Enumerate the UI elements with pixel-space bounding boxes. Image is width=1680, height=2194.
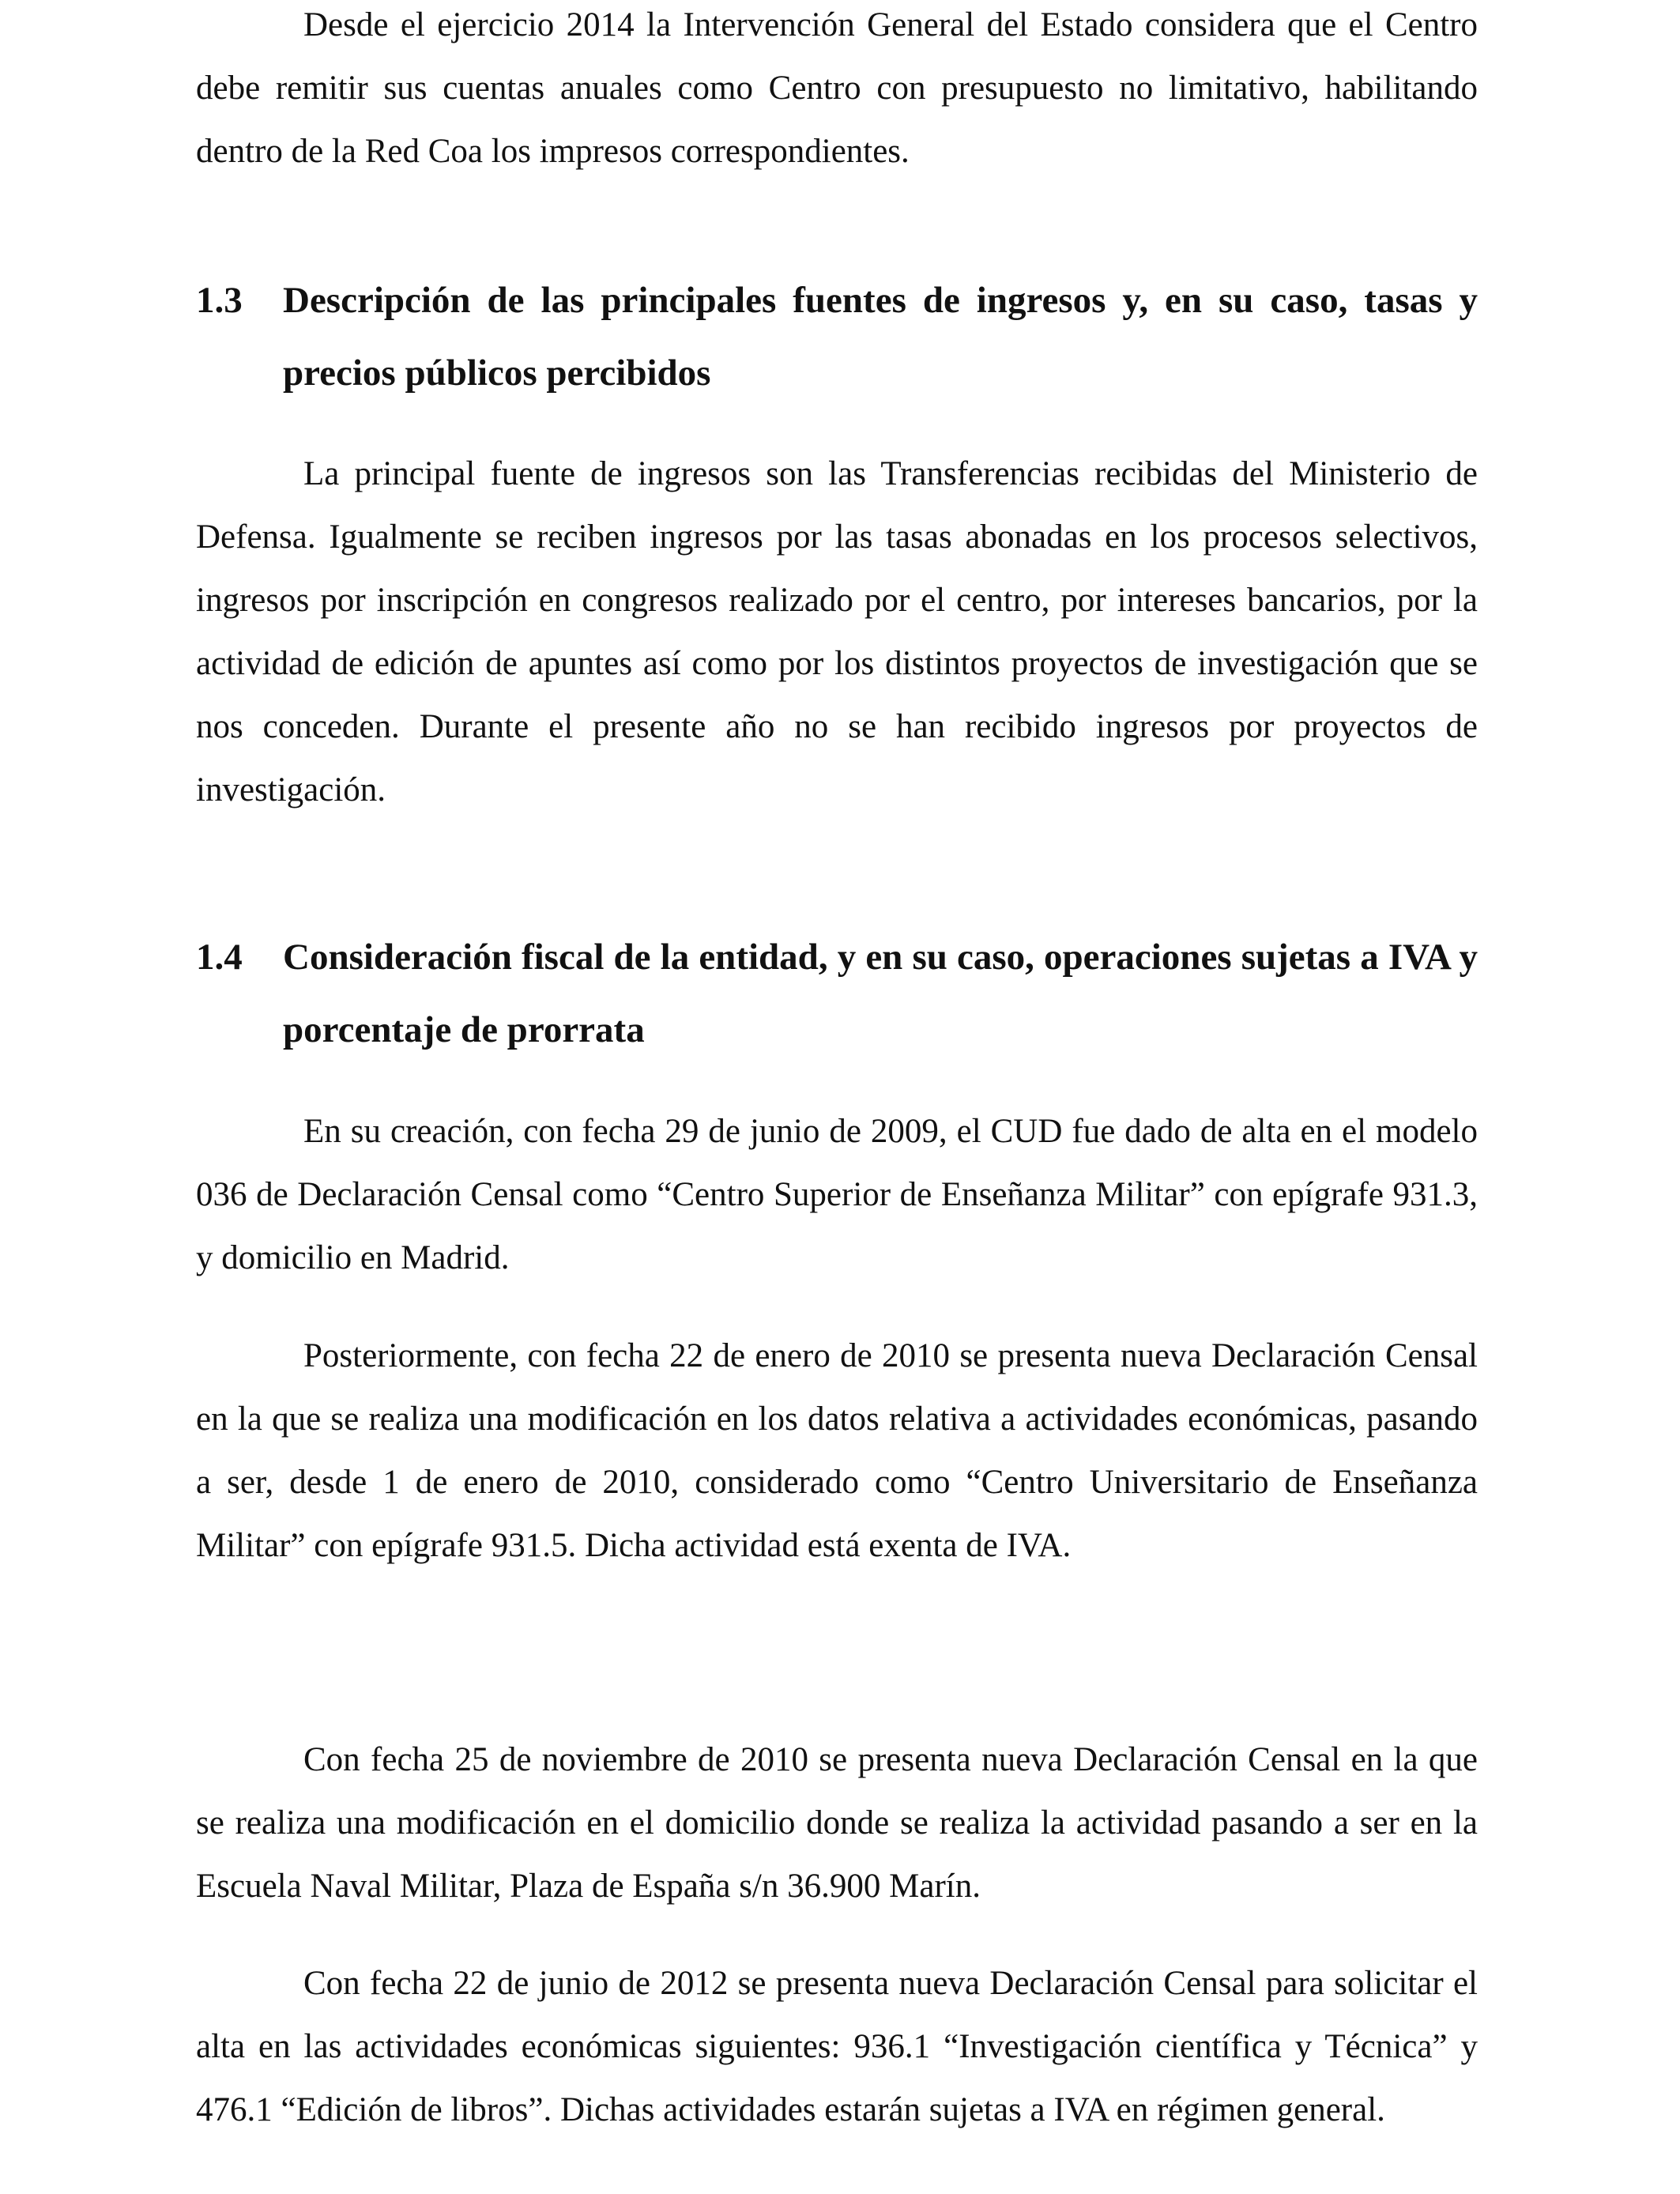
section-heading-1-3 [196,264,1478,409]
section-title: Descripción de las principales fuentes de ingresos y, en su caso, tasas y precios públicos percibidos [283,280,1478,394]
section-1-4-paragraph: Posteriormente, con fecha 22 de enero de 2010 se presenta nueva Declaración Censal en la que se realiza una modificación en los datos relativa a actividades económicas, pasando a ser, desde 1 de enero de 2010, considerado como “Centro Universitario de Enseñanza Militar” con epígrafe 931.5. Dicha actividad está exenta de IVA. [196,1337,1478,1564]
section-1-4-paragraph: Con fecha 25 de noviembre de 2010 se presenta nueva Declaración Censal en la que se realiza una modificación en el domicilio donde se realiza la actividad pasando a ser en la Escuela Naval Militar, Plaza de España s/n 36.900 Marín. [196,1741,1478,1905]
intro-paragraph: Desde el ejercicio 2014 la Intervención General del Estado considera que el Centro debe remitir sus cuentas anuales como Centro con presupuesto no limitativo, habilitando dentro de la Red Coa los impresos correspondientes. [196,6,1478,170]
section-1-3-paragraph: La principal fuente de ingresos son las Transferencias recibidas del Ministerio de Defensa. Igualmente se reciben ingresos por las tasas abonadas en los procesos selectivos, ingresos por inscripción en congresos realizado por el centro, por intereses bancarios, por la actividad de edición de apuntes así como por los distintos proyectos de investigación que se nos conceden. Durante el presente año no se han recibido ingresos por proyectos de investigación. [196,455,1478,809]
section-1-4-paragraph: En su creación, con fecha 29 de junio de 2009, el CUD fue dado de alta en el modelo 036 de Declaración Censal como “Centro Superior de Enseñanza Militar” con epígrafe 931.3, y domicilio en Madrid. [196,1113,1478,1276]
section-number: 1.3 [196,280,243,321]
section-number: 1.4 [196,937,243,978]
section-title: Consideración fiscal de la entidad, y en su caso, operaciones sujetas a IVA y porcentaje de prorrata [283,937,1478,1050]
section-1-4-paragraph: Con fecha 22 de junio de 2012 se presenta nueva Declaración Censal para solicitar el alta en las actividades económicas siguientes: 936.1 “Investigación científica y Técnica” y 476.1 “Edición de libros”. Dichas actividades estarán sujetas a IVA en régimen general. [196,1965,1478,2128]
section-heading-1-4 [196,921,1478,1066]
